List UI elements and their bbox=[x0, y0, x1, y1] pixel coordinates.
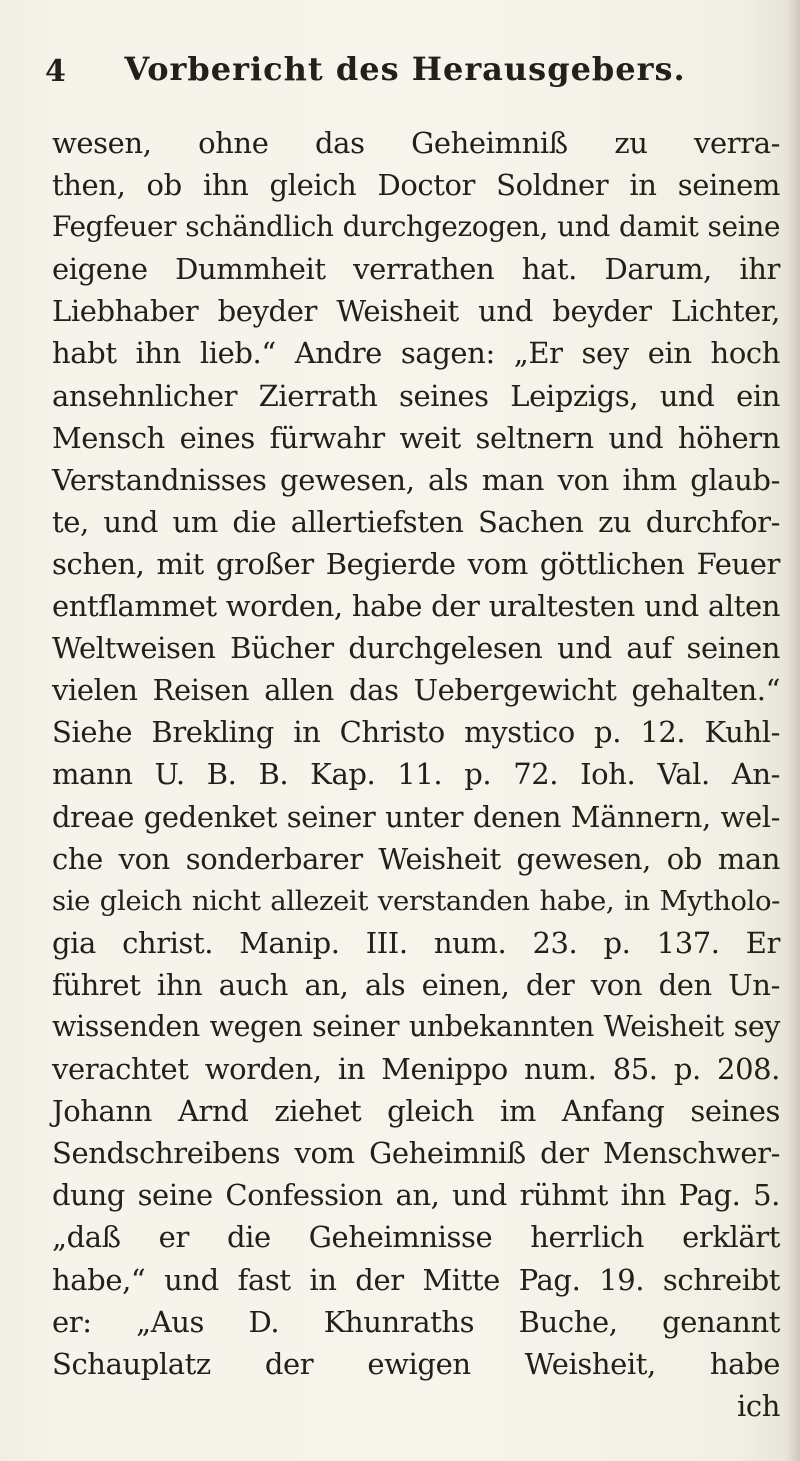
text-line: Schauplatz der ewigen Weisheit, habe bbox=[52, 1346, 780, 1381]
text-line: habe,“ und fast in der Mitte Pag. 19. schreibt bbox=[52, 1262, 780, 1297]
page-edge-shadow bbox=[786, 0, 800, 1461]
running-title: Vorbericht des Herausgebers. bbox=[124, 50, 686, 88]
text-line: Sendschreibens vom Geheimniß der Menschwer- bbox=[52, 1136, 780, 1171]
text-line: ansehnlicher Zierrath seines Leipzigs, und ein bbox=[52, 378, 780, 413]
text-line: verachtet worden, in Menippo num. 85. p. 208. bbox=[52, 1052, 780, 1087]
text-line: che von sonderbarer Weisheit gewesen, ob man bbox=[52, 841, 780, 876]
text-line: mann U. B. B. Kap. 11. p. 72. Ioh. Val. An- bbox=[52, 757, 780, 792]
text-line: eigene Dummheit verrathen hat. Darum, ihr bbox=[52, 252, 780, 287]
catchword: ich bbox=[737, 1388, 780, 1423]
text-line: dung seine Confession an, und rühmt ihn Pag. 5. bbox=[52, 1178, 780, 1213]
text-line: dreae gedenket seiner unter denen Männern, wel- bbox=[52, 799, 780, 834]
text-line: wissenden wegen seiner unbekannten Weisheit sey bbox=[52, 1009, 780, 1043]
text-line: wesen, ohne das Geheimniß zu verra- bbox=[52, 126, 780, 160]
page-number: 4 bbox=[45, 54, 66, 89]
page-header bbox=[45, 50, 765, 100]
text-line: „daß er die Geheimnisse herrlich erklärt bbox=[52, 1220, 780, 1255]
text-line: er: „Aus D. Khunraths Buche, genannt bbox=[52, 1304, 780, 1339]
text-line: Mensch eines fürwahr weit seltnern und höhern bbox=[52, 420, 780, 455]
text-line: Weltweisen Bücher durchgelesen und auf seinen bbox=[52, 631, 780, 666]
text-line: gia christ. Manip. III. num. 23. p. 137. Er bbox=[52, 925, 780, 960]
text-line: Siehe Brekling in Christo mystico p. 12. Kuhl- bbox=[52, 715, 780, 750]
text-line: Fegfeuer schändlich durchgezogen, und damit seine bbox=[52, 210, 780, 244]
text-line: Verstandnisses gewesen, als man von ihm glaub- bbox=[52, 462, 780, 497]
text-line: führet ihn auch an, als einen, der von den Un- bbox=[52, 967, 780, 1002]
text-line: vielen Reisen allen das Uebergewicht gehalten.“ bbox=[52, 673, 780, 708]
text-line: habt ihn lieb.“ Andre sagen: „Er sey ein hoch bbox=[52, 336, 780, 371]
text-line: entflammet worden, habe der uraltesten und alten bbox=[52, 589, 780, 624]
body-text bbox=[52, 122, 780, 1427]
text-line: sie gleich nicht allezeit verstanden habe, in Mytholo- bbox=[52, 884, 780, 917]
text-line: then, ob ihn gleich Doctor Soldner in seinem bbox=[52, 168, 780, 203]
text-line: te, und um die allertiefsten Sachen zu durchfor- bbox=[52, 504, 780, 539]
text-line: schen, mit großer Begierde vom göttlichen Feuer bbox=[52, 546, 780, 581]
text-line: Liebhaber beyder Weisheit und beyder Lichter, bbox=[52, 294, 780, 329]
text-line: Johann Arnd ziehet gleich im Anfang seines bbox=[52, 1094, 780, 1129]
